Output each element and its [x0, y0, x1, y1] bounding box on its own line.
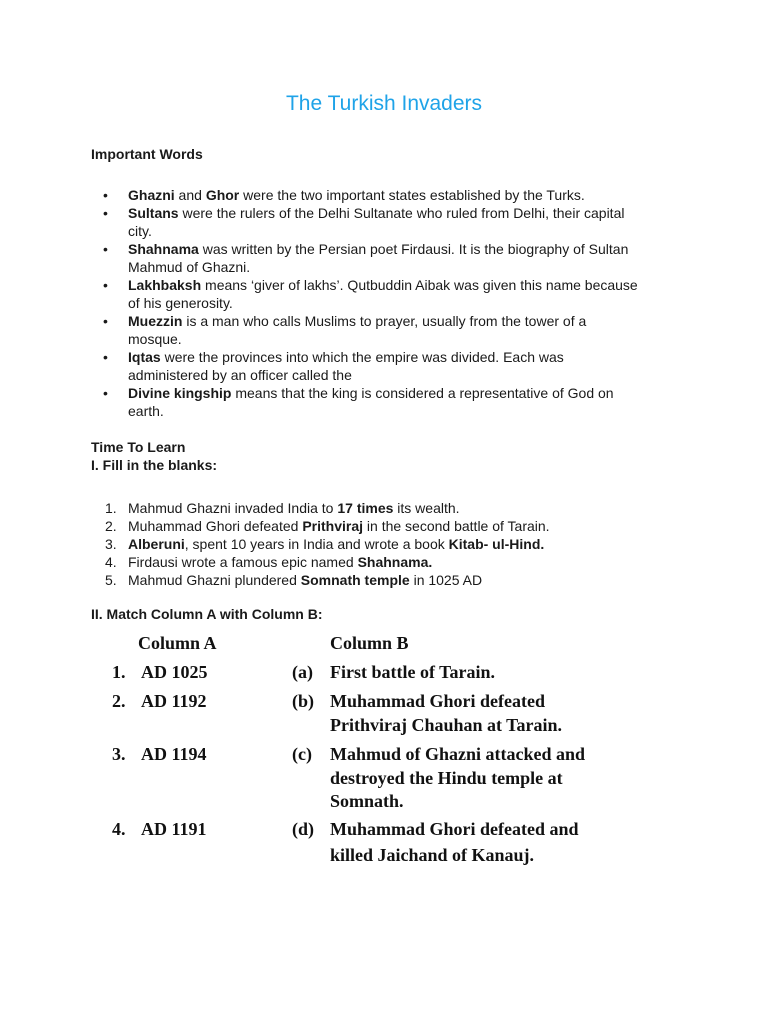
- row-number: 4.: [112, 819, 126, 839]
- column-b-header: Column B: [330, 633, 409, 653]
- list-item: • Sultans were the rulers of the Delhi Sultanate who ruled from Delhi, their capital city.: [91, 204, 691, 240]
- important-words-heading: Important Words: [91, 146, 203, 162]
- list-item: 5. Mahmud Ghazni plundered Somnath temple in 1025 AD: [105, 572, 483, 588]
- list-item: 2. Muhammad Ghori defeated Prithviraj in the second battle of Tarain.: [105, 518, 550, 534]
- row-letter: (d): [292, 819, 314, 839]
- row-description: Prithviraj Chauhan at Tarain.: [330, 715, 563, 735]
- row-description: destroyed the Hindu temple at: [330, 768, 563, 788]
- row-description: Muhammad Ghori defeated: [330, 691, 545, 711]
- fill-blanks-heading: I. Fill in the blanks:: [91, 457, 218, 473]
- row-number: 2.: [112, 691, 126, 711]
- row-letter: (a): [292, 662, 313, 682]
- row-description: First battle of Tarain.: [330, 662, 495, 682]
- row-letter: (b): [292, 691, 314, 711]
- row-description: Muhammad Ghori defeated and: [330, 819, 579, 839]
- row-date: AD 1192: [141, 691, 207, 711]
- row-date: AD 1194: [141, 744, 207, 764]
- list-item: • Ghazni and Ghor were the two important states established by the Turks.: [91, 186, 691, 204]
- row-date: AD 1025: [141, 662, 208, 682]
- row-description: Somnath.: [330, 791, 404, 811]
- row-number: 3.: [112, 744, 126, 764]
- list-item: • Iqtas were the provinces into which the empire was divided. Each was administered by an officer called the: [91, 348, 691, 384]
- list-item: 4. Firdausi wrote a famous epic named Shahnama.: [105, 554, 433, 570]
- row-date: AD 1191: [141, 819, 207, 839]
- list-item: • Divine kingship means that the king is considered a representative of God on earth.: [91, 384, 691, 420]
- list-item: • Muezzin is a man who calls Muslims to prayer, usually from the tower of a mosque.: [91, 312, 691, 348]
- row-description: Mahmud of Ghazni attacked and: [330, 744, 586, 764]
- row-letter: (c): [292, 744, 312, 764]
- row-number: 1.: [112, 662, 126, 682]
- list-item: • Shahnama was written by the Persian poet Firdausi. It is the biography of Sultan Mahmud of Ghazni.: [91, 240, 691, 276]
- row-description: killed Jaichand of Kanauj.: [330, 845, 535, 865]
- time-to-learn-heading: Time To Learn: [91, 439, 186, 455]
- list-item: • Lakhbaksh means ‘giver of lakhs’. Qutbuddin Aibak was given this name because of his generosity.: [91, 276, 691, 312]
- list-item: 1. Mahmud Ghazni invaded India to 17 times its wealth.: [105, 500, 460, 516]
- list-item: 3. Alberuni, spent 10 years in India and wrote a book Kitab- ul-Hind.: [105, 536, 545, 552]
- match-columns-heading: II. Match Column A with Column B:: [91, 606, 323, 622]
- column-a-header: Column A: [138, 633, 217, 653]
- page-title: The Turkish Invaders: [285, 92, 483, 115]
